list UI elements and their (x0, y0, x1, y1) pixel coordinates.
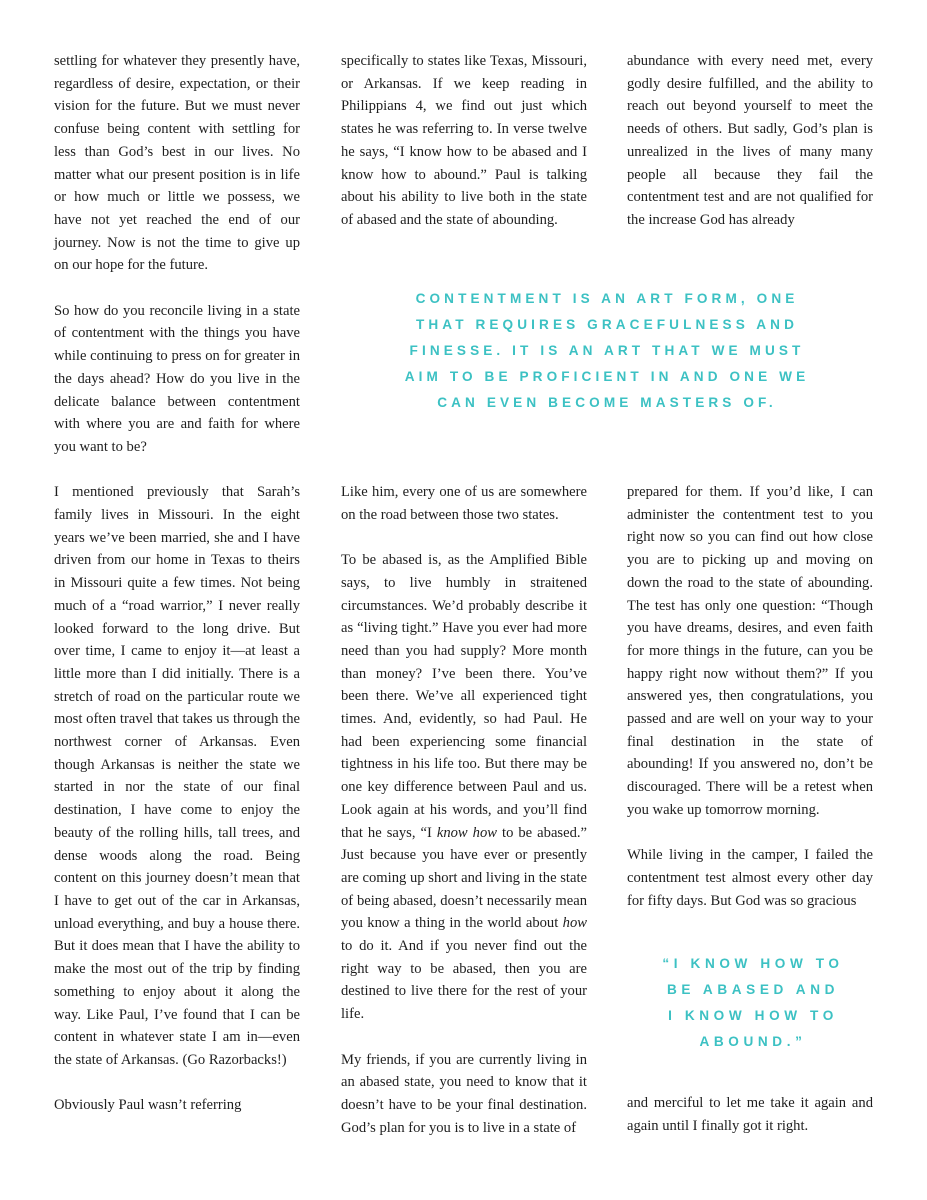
paragraph: Like him, every one of us are somewhere on the road between those two states. (341, 484, 587, 523)
paragraph (341, 549, 587, 1026)
paragraph: My friends, if you are currently living in an abased state, you need to know that it doesn’t have to be your final destination. God’s plan for you is to live in a state of (341, 1051, 587, 1136)
paragraph: settling for whatever they presently have, regardless of desire, expectation, or their vision for the future. But we must never confuse being content with settling for less than God’s best in our lives. No matter what our present position is in life or how much or little we possess, we have not yet reached the end of our journey. Now is not the time to give up on our hope for the future. (54, 53, 300, 274)
pull-quote-line: BE ABASED AND (666, 982, 840, 997)
paragraph: prepared for them. If you’d like, I can administer the contentment test to you right now so you can find out how close you are to picking up and moving on down the road to the state of abounding. The test has only one question: “Though you have dreams, desires, and even faith for more things in the future, can you be happy right now without them?” If you answered yes, then congratulations, you passed and are well on your way to your final destination in the state of abounding! If you answered no, don’t be discouraged. There will be a retest when you wake up tomorrow morning. (627, 484, 873, 818)
pull-quote-line: “I KNOW HOW TO (662, 956, 844, 971)
pull-quote-line: CAN EVEN BECOME MASTERS OF. (437, 395, 777, 410)
paragraph: abundance with every need met, every godly desire fulfilled, and the ability to reach out beyond yourself to meet the needs of others. But sadly, God’s plan is unrealized in the lives of many many people all because they fail the contentment test and are not qualified for the increase God has already (627, 53, 873, 228)
text-run: To be abased is, as the Amplified Bible says, to live humbly in straitened circumstances. We’d probably describe it as “living tight.” Have you ever had more need than you had supply? More month than money? I’ve been there. You’ve been there. We’ve all experienced tight times. And, evidently, so had Paul. He had been experiencing some financial tightness in his life too. But there may be one key difference between Paul and us. Look again at his words, and you’ll find that he says, “I (341, 552, 587, 841)
column-1 (54, 50, 300, 1117)
pull-quote-line: THAT REQUIRES GRACEFULNESS AND (415, 317, 799, 332)
paragraph: specifically to states like Texas, Missouri, or Arkansas. If we keep reading in Philippians 4, we find out just which states he was referring to. In verse twelve he says, “I know how to be abased and I know how to abound.” Paul is talking about his ability to live both in the state of abased and the state of abounding. (341, 53, 587, 228)
text-run: to do it. And if you never find out the right way to be abased, then you are destined to live there for the rest of your life. (341, 938, 587, 1023)
pull-quote-line: AIM TO BE PROFICIENT IN AND ONE WE (404, 369, 810, 384)
pull-quote-line: ABOUND.” (699, 1034, 807, 1049)
column-2-bottom (341, 481, 587, 1139)
pull-quote-line: I KNOW HOW TO (668, 1008, 838, 1023)
paragraph: So how do you reconcile living in a state of contentment with the things you have while continuing to press on for greater in the days ahead? How do you live in the delicate balance between contentment with where you are and faith for where you want to be? (54, 302, 300, 455)
paragraph: and merciful to let me take it again and again until I finally got it right. (627, 1095, 873, 1134)
emphasis: know how (436, 824, 497, 841)
pull-quote-side (640, 951, 866, 1055)
paragraph: Obviously Paul wasn’t referring (54, 1097, 242, 1114)
emphasis: how (562, 915, 587, 932)
column-3-top (627, 50, 873, 232)
pull-quote-line: FINESSE. IT IS AN ART THAT WE MUST (409, 343, 805, 358)
pull-quote-main (372, 286, 842, 416)
column-3-end (627, 1092, 873, 1137)
text-run: to be abased.” Just because you have ever or presently are coming up short and living in the state of being abased, doesn’t necessarily mean you know a thing in the world about (341, 824, 588, 932)
column-2-top (341, 50, 587, 232)
column-3-bottom (627, 481, 873, 912)
paragraph: I mentioned previously that Sarah’s family lives in Missouri. In the eight years we’ve been married, she and I have driven from our home in Texas to theirs in Missouri quite a few times. Not being much of a “road warrior,” I never really looked forward to the long drive. But over time, I came to enjoy it—at least a little more than I did initially. There is a stretch of road on the particular route we most often travel that takes us through the northwest corner of Arkansas. Even though Arkansas is neither the state we started in nor the state of our final destination, I have come to enjoy the beauty of the rolling hills, tall trees, and dense woods along the road. Being content on this journey doesn’t mean that I have to get out of the car in Arkansas, unload everything, and buy a house there. But it does mean that I have the ability to make the most out of the trip by finding something to enjoy about it along the way. Like Paul, I’ve found that I can be content in whatever state I am in—even the state of Arkansas. (Go Razorbacks!) (54, 484, 300, 1068)
pull-quote-line: CONTENTMENT IS AN ART FORM, ONE (415, 291, 799, 306)
paragraph: While living in the camper, I failed the contentment test almost every other day for fifty days. But God was so gracious (627, 847, 873, 909)
